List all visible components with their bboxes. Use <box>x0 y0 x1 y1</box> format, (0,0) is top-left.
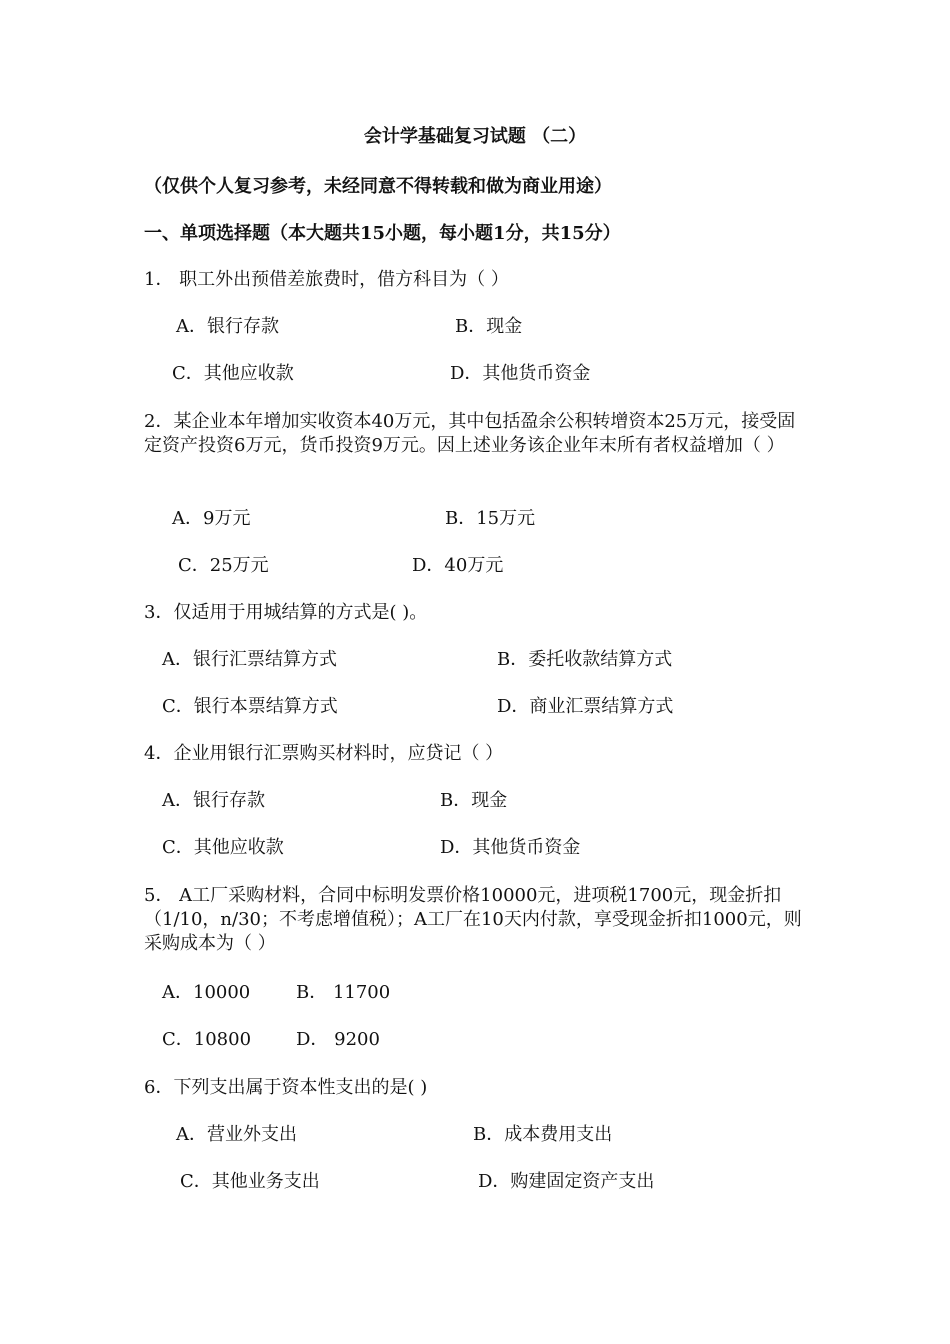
question-3-text: 3．仅适用于用城结算的方式是( )。 <box>144 602 428 623</box>
question-3-option-d: D．商业汇票结算方式 <box>497 696 674 717</box>
question-6-option-d: D．购建固定资产支出 <box>478 1171 655 1192</box>
question-6-option-b: B．成本费用支出 <box>473 1124 613 1145</box>
question-4-option-b: B．现金 <box>440 790 508 811</box>
question-3-option-c: C．银行本票结算方式 <box>162 696 338 717</box>
question-1-option-c: C．其他应收款 <box>172 363 294 384</box>
disclaimer: （仅供个人复习参考，未经同意不得转载和做为商业用途） <box>144 176 612 197</box>
question-1-option-d: D．其他货币资金 <box>450 363 591 384</box>
document-title: 会计学基础复习试题 （二） <box>363 126 587 147</box>
question-2-option-c: C．25万元 <box>178 555 269 576</box>
question-6-text: 6．下列支出属于资本性支出的是( ) <box>144 1077 428 1098</box>
question-6-option-a: A．营业外支出 <box>176 1124 297 1145</box>
question-2-option-b: B．15万元 <box>445 508 536 529</box>
question-1-text: 1． 职工外出预借差旅费时，借方科目为（ ） <box>144 269 509 290</box>
question-5-option-b: B． 11700 <box>296 982 391 1003</box>
question-5-text: 5． A工厂采购材料，合同中标明发票价格10000元，进项税1700元，现金折扣（1/10，n/30；不考虑增值税）；A工厂在10天内付款，享受现金折扣1000元，则采购成本为（ ） <box>144 885 802 954</box>
question-5-option-a: A．10000 <box>162 982 251 1003</box>
section-heading: 一、单项选择题（本大题共15小题，每小题1分，共15分） <box>144 223 621 244</box>
question-5-option-d: D． 9200 <box>296 1029 380 1050</box>
question-6-option-c: C．其他业务支出 <box>180 1171 320 1192</box>
question-4-option-a: A．银行存款 <box>162 790 265 811</box>
question-1-option-a: A．银行存款 <box>176 316 279 337</box>
question-3-option-b: B．委托收款结算方式 <box>497 649 673 670</box>
question-2-text: 2．某企业本年增加实收资本40万元，其中包括盈余公积转增资本25万元，接受固定资产投资6万元，货币投资9万元。因上述业务该企业年末所有者权益增加（ ） <box>144 411 796 456</box>
question-3-option-a: A．银行汇票结算方式 <box>162 649 337 670</box>
question-4-text: 4．企业用银行汇票购买材料时，应贷记（ ） <box>144 743 504 764</box>
question-5-option-c: C．10800 <box>162 1029 252 1050</box>
question-4-option-d: D．其他货币资金 <box>440 837 581 858</box>
question-2-option-a: A．9万元 <box>172 508 251 529</box>
question-4-option-c: C．其他应收款 <box>162 837 284 858</box>
question-1-option-b: B．现金 <box>455 316 523 337</box>
question-2-option-d: D．40万元 <box>412 555 504 576</box>
